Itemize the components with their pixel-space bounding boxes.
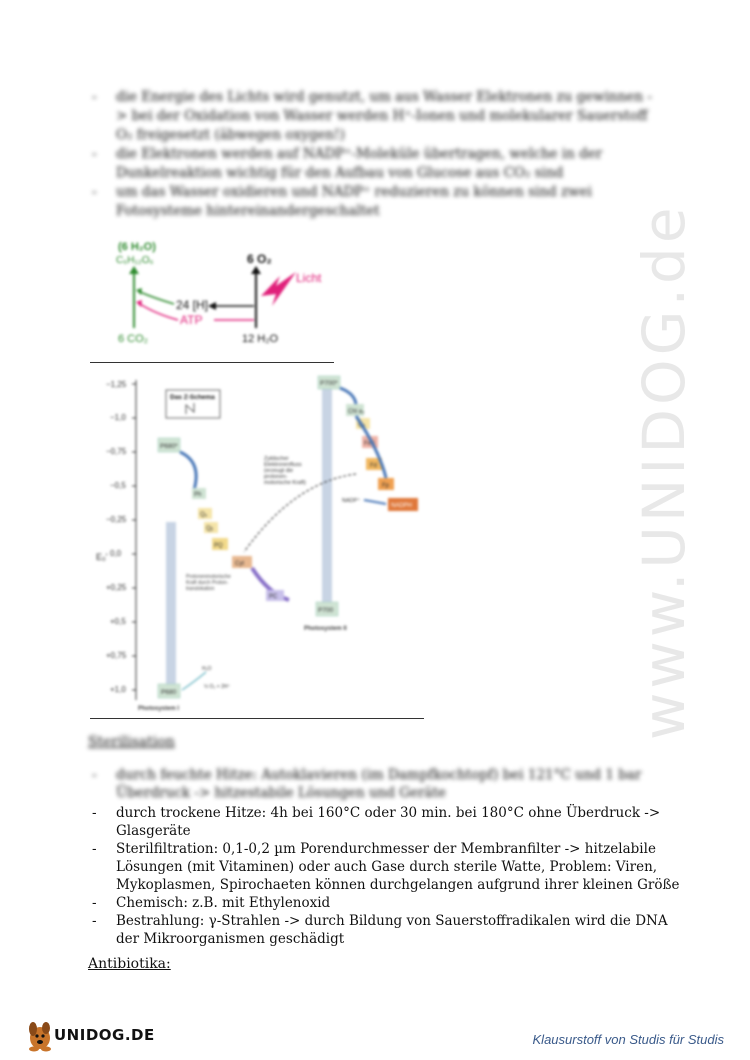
- z-scheme-title: Das Z-Schema: [170, 394, 215, 401]
- svg-text:protonen-: protonen-: [264, 474, 288, 480]
- light-label: Licht: [296, 271, 322, 285]
- watermark: www.UNIDOG.de: [630, 203, 698, 740]
- ps2-caption: Photosystem II: [304, 626, 347, 632]
- svg-text:Fd: Fd: [370, 463, 378, 469]
- list-item: - Chemisch: z.B. mit Ethylenoxid: [92, 895, 331, 911]
- y-tick-label: 0,0: [110, 549, 122, 558]
- svg-text:Ph: Ph: [194, 492, 202, 498]
- list-item: - die Energie des Lichts wird genutzt, um aus Wasser Elektronen zu gewinnen -> bei der Oxidation von Wasser werden H⁺-Ionen und molekularer Sauerstoff O₂ freigesetzt (äbwegen oxygen!): [92, 89, 652, 143]
- y-tick-label: −0,75: [106, 447, 127, 456]
- oxygen-label: 6 O₂: [247, 252, 272, 266]
- photosynthesis-bullet-list: [92, 88, 662, 221]
- list-item: - die Elektronen werden auf NADP⁺-Moleküle übertragen, welche in der Dunkelreaktion wichtig für den Aufbau von Glucose aus CO₂ sind: [92, 146, 603, 181]
- water-label: 12 H₂O: [242, 333, 279, 345]
- y-axis-label: E₀': [96, 552, 108, 562]
- list-item: - durch feuchte Hitze: Autoklavieren (im Dampfkochtopf) bei 121°C und 1 bar Überdruck -> hitzestabile Lösungen und Geräte: [92, 767, 642, 801]
- logo-text: UNIDOG.DE: [54, 1026, 155, 1044]
- svg-text:Protonenmotorische: Protonenmotorische: [186, 574, 231, 580]
- hydrogen-label: 24 [H]: [176, 298, 209, 312]
- divider: [90, 718, 424, 719]
- svg-text:translokation: translokation: [186, 586, 215, 592]
- svg-text:P680*: P680*: [160, 443, 178, 450]
- co2-label: 6 CO₂: [118, 333, 148, 345]
- ps1-excitation-bar: [322, 384, 332, 606]
- antibiotika-heading: Antibiotika:: [88, 956, 171, 972]
- svg-text:Qₐ: Qₐ: [200, 512, 207, 518]
- y-tick-label: +0,5: [110, 617, 126, 626]
- svg-text:Chl a₀: Chl a₀: [348, 409, 365, 415]
- list-item: - durch trockene Hitze: 4h bei 160°C oder 30 min. bei 180°C ohne Überdruck -> Glasgeräte: [92, 805, 661, 839]
- svg-text:(erzeugt die: (erzeugt die: [264, 468, 294, 474]
- svg-text:Zyklischer: Zyklischer: [264, 456, 289, 462]
- y-tick-label: +1,0: [110, 685, 126, 694]
- svg-text:Cyt: Cyt: [235, 561, 244, 567]
- list-item: - um das Wasser oxidieren und NADP⁺ reduzieren zu können sind zwei Fotosysteme hintereinandergeschaltet: [92, 184, 592, 219]
- svg-text:Elektronenfluss: Elektronenfluss: [264, 462, 302, 468]
- svg-text:motorische Kraft): motorische Kraft): [264, 480, 306, 486]
- y-tick-label: −1,0: [110, 413, 126, 422]
- sterilisation-heading: Sterilisation: [88, 734, 175, 750]
- glucose-formula-label: C₆H₁₂O₆: [116, 255, 154, 266]
- svg-text:½ O₂ + 2H⁺: ½ O₂ + 2H⁺: [204, 684, 231, 690]
- svg-text:PC: PC: [269, 594, 278, 600]
- y-tick-label: +0,25: [106, 583, 127, 592]
- y-tick-label: −0,5: [110, 481, 126, 490]
- lightning-icon: [261, 272, 296, 306]
- y-tick-label: +0,75: [106, 651, 127, 660]
- svg-text:Qₐ: Qₐ: [358, 422, 365, 428]
- z-scheme-diagram: [94, 372, 424, 712]
- y-tick-label: −0,25: [106, 515, 127, 524]
- photosynthesis-overview-diagram: [104, 236, 344, 348]
- glucose-water-label: (6 H₂O): [118, 241, 156, 253]
- list-item: - Sterilfiltration: 0,1-0,2 µm Porendurchmesser der Membranfilter -> hitzelabile Lösungen (mit Vitaminen) oder auch Gase durch sterile Watte, Problem: Viren, Mykoplasmen, Spirochaeten können durchgelangen aufgrund ihrer kleinen Größe: [92, 841, 680, 893]
- ps1-caption: Photosystem I: [138, 706, 180, 712]
- y-tick-label: −1,25: [106, 380, 127, 389]
- ps2-excitation-bar: [166, 522, 176, 684]
- svg-text:P680: P680: [161, 689, 177, 696]
- divider: [90, 362, 334, 363]
- svg-text:FeS: FeS: [364, 441, 376, 447]
- footer-slogan: Klausurstoff von Studis für Studis: [532, 1032, 724, 1047]
- sterilisation-list: [92, 766, 692, 948]
- list-item: - Bestrahlung: γ-Strahlen -> durch Bildung von Sauerstoffradikalen wird die DNA der Mikroorganismen geschädigt: [92, 913, 668, 947]
- svg-text:Qᵦ: Qᵦ: [206, 526, 213, 532]
- svg-text:Fp: Fp: [382, 483, 390, 489]
- svg-text:H₂O: H₂O: [202, 666, 212, 672]
- svg-text:P700*: P700*: [320, 380, 338, 387]
- svg-text:NADP⁺: NADP⁺: [342, 498, 361, 504]
- svg-text:NADPH: NADPH: [391, 503, 413, 509]
- svg-text:Kraft durch Proton-: Kraft durch Proton-: [186, 580, 229, 586]
- svg-text:PQ: PQ: [214, 543, 223, 549]
- svg-text:P700: P700: [318, 607, 334, 614]
- atp-label: ATP: [180, 313, 203, 327]
